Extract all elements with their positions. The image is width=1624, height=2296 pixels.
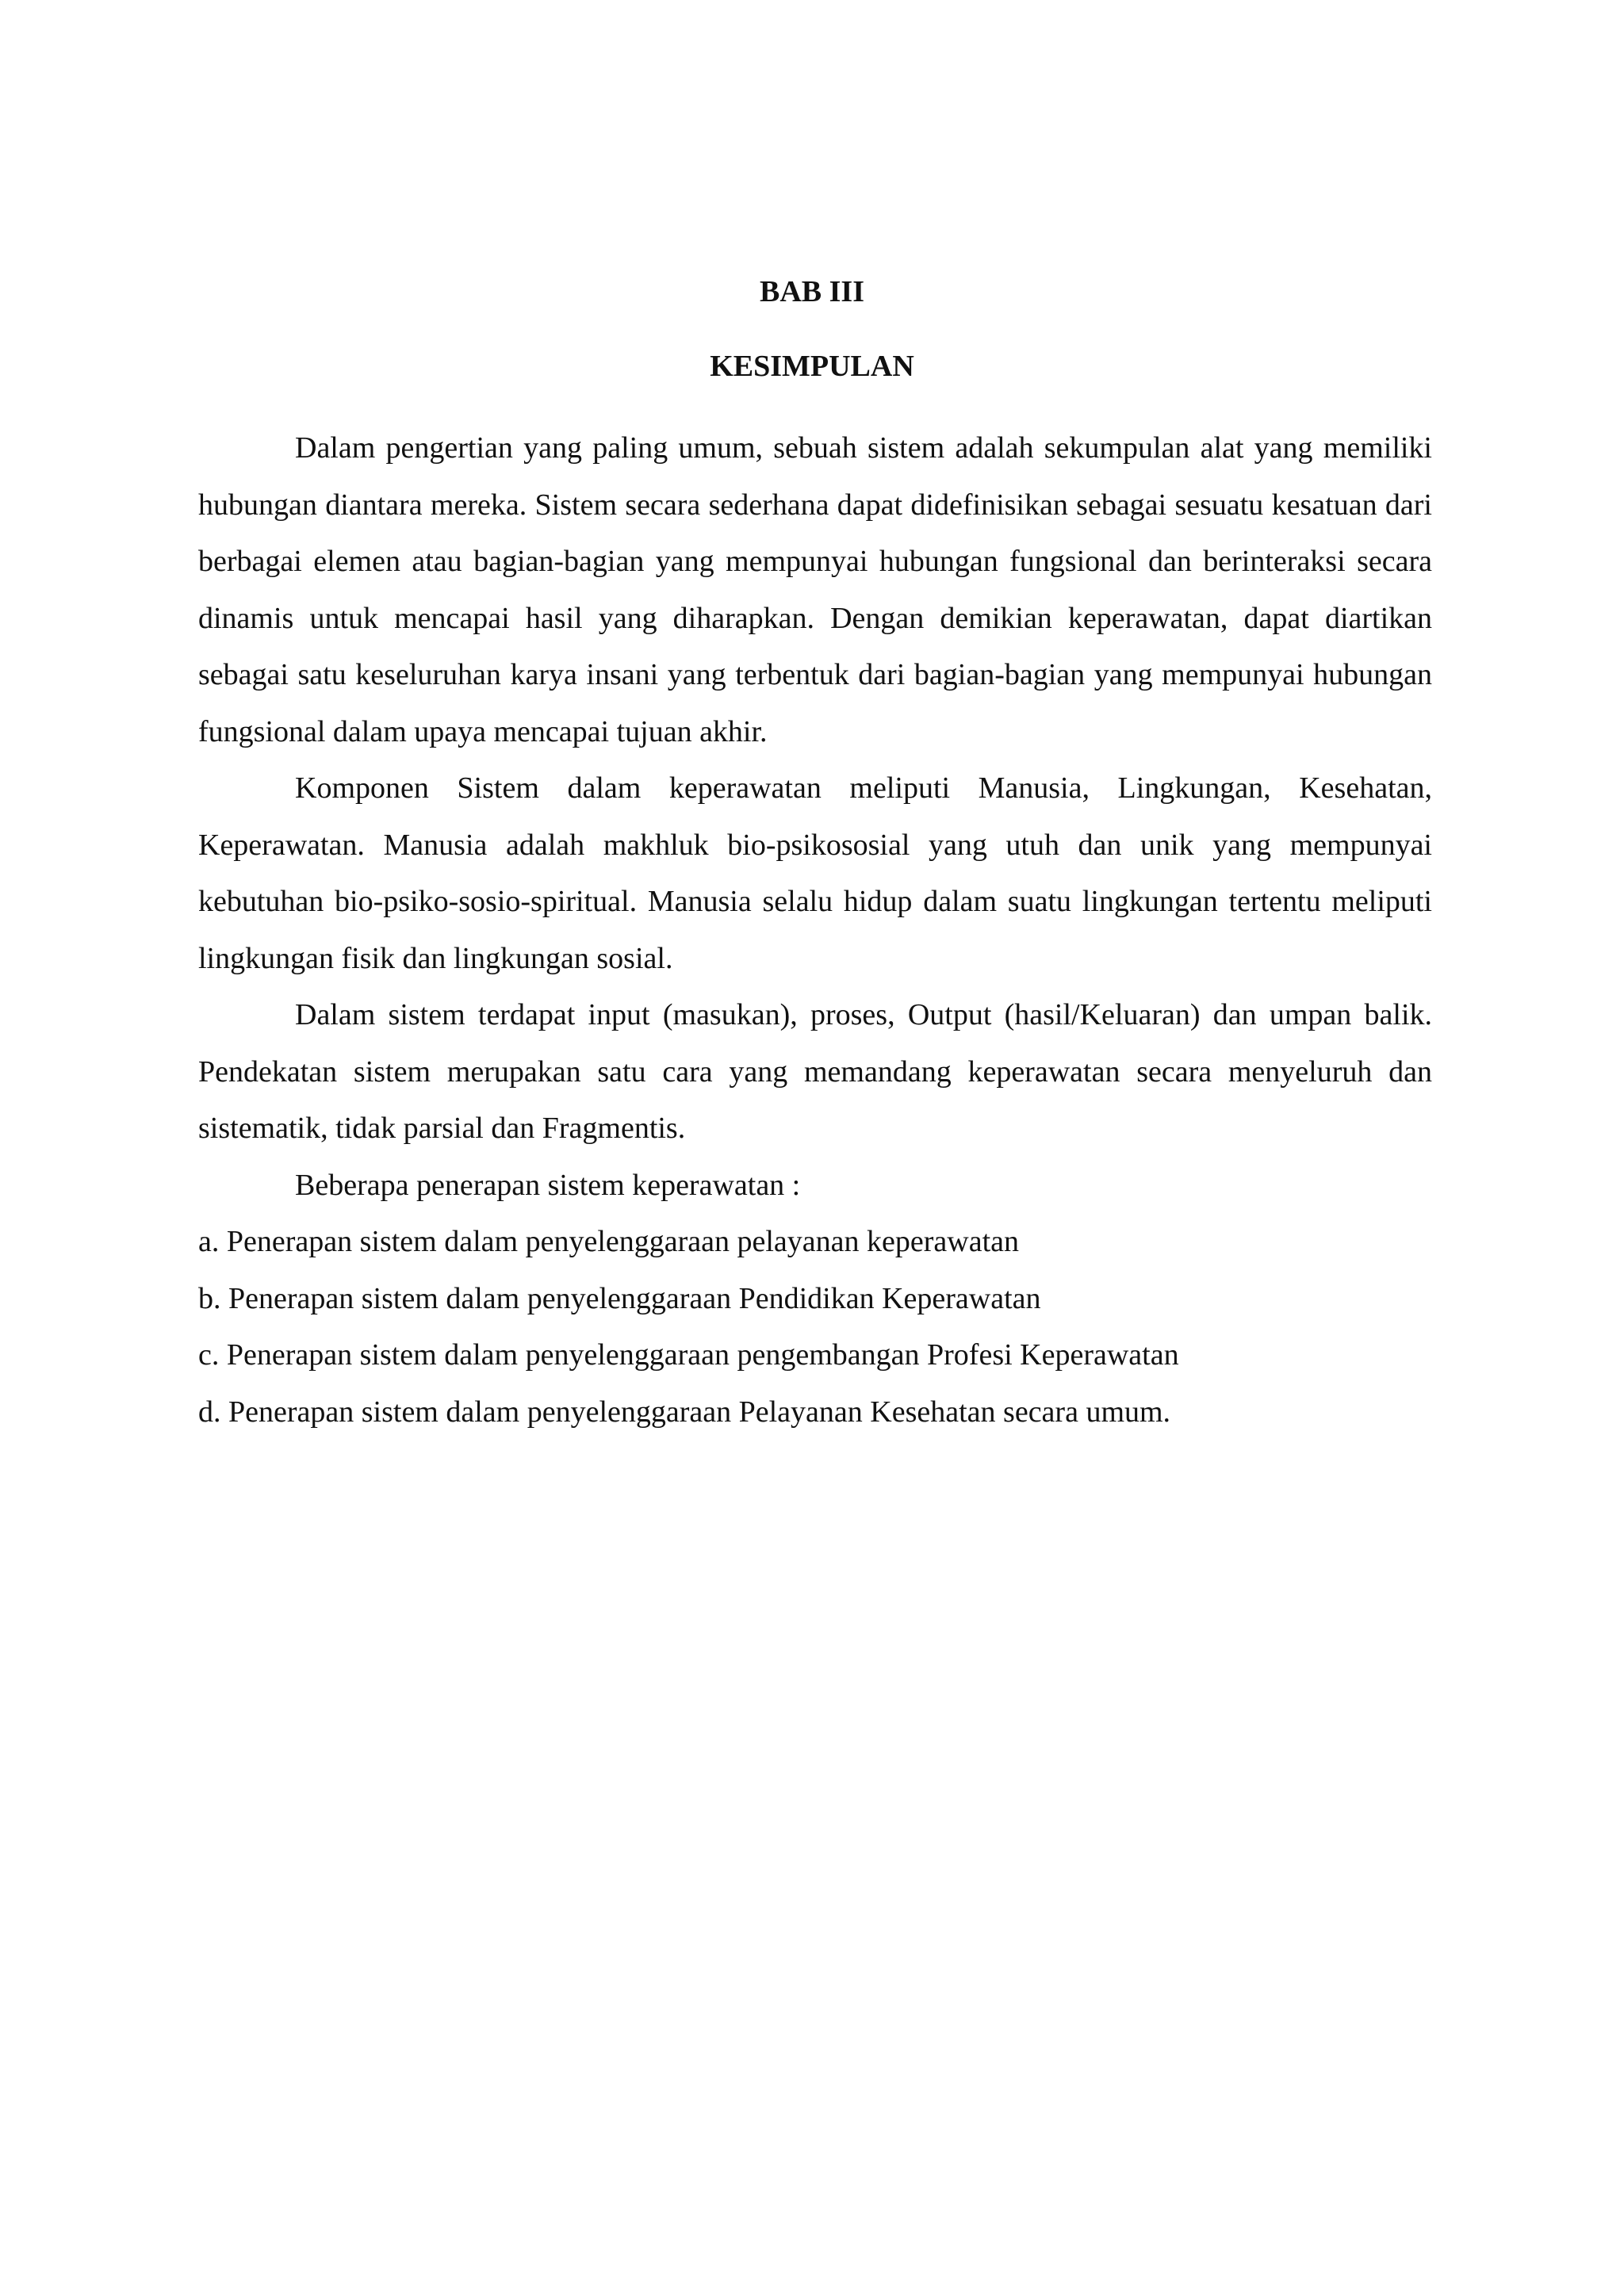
list-item: c. Penerapan sistem dalam penyelenggaraan pengembangan Profesi Keperawatan <box>198 1338 1179 1372</box>
paragraph: Dalam sistem terdapat input (masukan), proses, Output (hasil/Keluaran) dan umpan balik. Pendekatan sistem merupakan satu cara yang memandang keperawatan secara menyeluruh dan sistematik, tidak parsial dan Fragmentis. <box>198 998 1432 1145</box>
list-intro: Beberapa penerapan sistem keperawatan : <box>295 1168 801 1202</box>
body-text <box>198 420 1432 1441</box>
paragraph: Dalam pengertian yang paling umum, sebuah sistem adalah sekumpulan alat yang memiliki hubungan diantara mereka. Sistem secara sederhana dapat didefinisikan sebagai sesuatu kesatuan dari berbagai elemen atau bagian-bagian yang mempunyai hubungan fungsional dan berinteraksi secara dinamis untuk mencapai hasil yang diharapkan. Dengan demikian keperawatan, dapat diartikan sebagai satu keseluruhan karya insani yang terbentuk dari bagian-bagian yang mempunyai hubungan fungsional dalam upaya mencapai tujuan akhir. <box>198 431 1432 748</box>
chapter-title: KESIMPULAN <box>710 350 914 383</box>
list-item: a. Penerapan sistem dalam penyelenggaraan pelayanan keperawatan <box>198 1225 1019 1258</box>
list-item: d. Penerapan sistem dalam penyelenggaraan Pelayanan Kesehatan secara umum. <box>198 1395 1171 1429</box>
chapter-heading: BAB III <box>760 275 864 308</box>
application-list <box>198 1214 1432 1441</box>
list-item: b. Penerapan sistem dalam penyelenggaraan Pendidikan Keperawatan <box>198 1281 1041 1315</box>
paragraph: Komponen Sistem dalam keperawatan meliputi Manusia, Lingkungan, Kesehatan, Keperawatan. Manusia adalah makhluk bio-psikososial yang utuh dan unik yang mempunyai kebutuhan bio-psiko-sosio-spiritual. Manusia selalu hidup dalam suatu lingkungan tertentu meliputi lingkungan fisik dan lingkungan sosial. <box>198 771 1432 975</box>
